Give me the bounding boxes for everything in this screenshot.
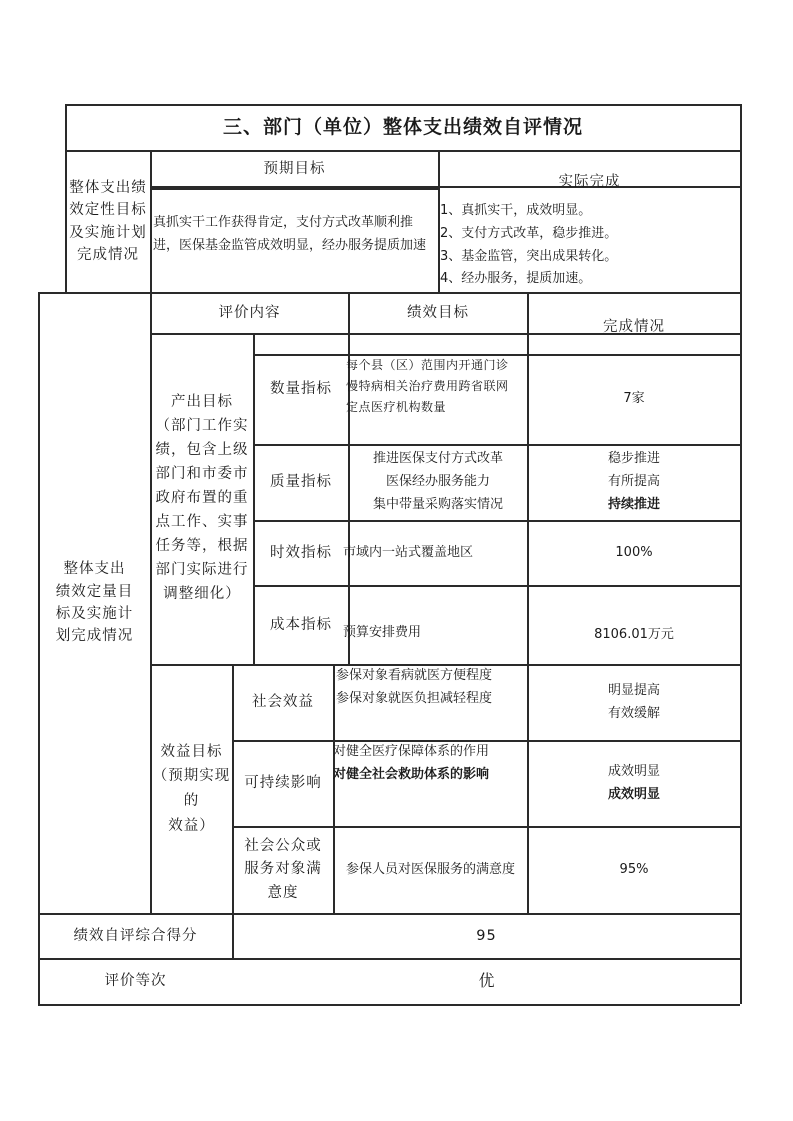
- actual-completion-list: [440, 200, 738, 292]
- quantity-indicator-label: 数量指标: [270, 380, 332, 397]
- satisfaction-indicator-label: 社会公众或 服务对象满 意度: [244, 838, 322, 901]
- social-benefit-label: 社会效益: [252, 694, 314, 711]
- cost-indicator-label: 成本指标: [270, 616, 332, 633]
- overall-score-value: 95: [476, 927, 497, 944]
- benefit-target-group: 效益目标 （预期实现的 效益）: [152, 743, 231, 834]
- grade-label: 评价等次: [104, 973, 167, 990]
- quantity-indicator-target: 每个县（区）范围内开通门诊 慢特病相关治疗费用跨省联网 定点医疗机构数量: [346, 358, 509, 414]
- timeliness-indicator-label: 时效指标: [270, 544, 332, 561]
- list-item: 2、支付方式改革，稳步推进。: [440, 225, 618, 241]
- sustainable-impact-label: 可持续影响: [244, 775, 322, 792]
- quality-indicator-target: 推进医保支付方式改革 医保经办服务能力 集中带量采购落实情况: [372, 451, 503, 512]
- expected-target-text: 真抓实干工作获得肯定，支付方式改革顺利推 进，医保基金监管成效明显，经办服务提质加速: [153, 215, 427, 253]
- qualitative-row-label: 整体支出绩 效定性目标 及实施计划 完成情况: [69, 179, 147, 263]
- quantity-indicator-status: 7家: [623, 391, 645, 407]
- satisfaction-indicator-target: 参保人员对医保服务的满意度: [345, 861, 515, 877]
- timeliness-indicator-status: 100%: [615, 544, 653, 560]
- sustainable-impact-target: 对健全医疗保障体系的作用 对健全社会救助体系的影响: [333, 744, 490, 782]
- completion-status-header: 完成情况: [603, 318, 665, 335]
- cost-indicator-target: 预算安排费用: [343, 624, 422, 640]
- expected-target-header: 预期目标: [263, 160, 326, 177]
- overall-score-label: 绩效自评综合得分: [73, 927, 198, 944]
- list-item: 1、真抓实干，成效明显。: [440, 203, 592, 218]
- evaluation-content-header: 评价内容: [218, 304, 281, 321]
- grade-value: 优: [478, 971, 495, 991]
- satisfaction-indicator-status: 95%: [619, 861, 649, 877]
- list-item: 3、基金监管，突出成果转化。: [440, 248, 618, 264]
- quality-indicator-status: 稳步推进 有所提高 持续推进: [607, 451, 660, 512]
- quality-indicator-label: 质量指标: [270, 474, 332, 491]
- section-title: 三、部门（单位）整体支出绩效自评情况: [222, 115, 583, 138]
- list-item: 4、经办服务，提质加速。: [440, 271, 592, 287]
- actual-completion-header: 实际完成: [558, 173, 621, 190]
- quantitative-row-label: 整体支出 绩效定量目 标及实施计 划完成情况: [55, 561, 134, 645]
- output-target-group: 产出目标 （部门工作实 绩，包含上级 部门和市委市 政府布置的重 点工作、实事 任务等，根据 部门实际进行 调整细化）: [155, 394, 249, 602]
- performance-target-header: 绩效目标: [407, 304, 469, 321]
- sustainable-impact-status: 成效明显 成效明显: [607, 763, 660, 802]
- social-benefit-target: 参保对象看病就医方便程度 参保对象就医负担减轻程度: [336, 668, 493, 706]
- timeliness-indicator-target: 市域内一站式覆盖地区: [343, 544, 474, 560]
- social-benefit-status: 明显提高 有效缓解: [607, 682, 660, 721]
- cost-indicator-status: 8106.01万元: [594, 626, 674, 642]
